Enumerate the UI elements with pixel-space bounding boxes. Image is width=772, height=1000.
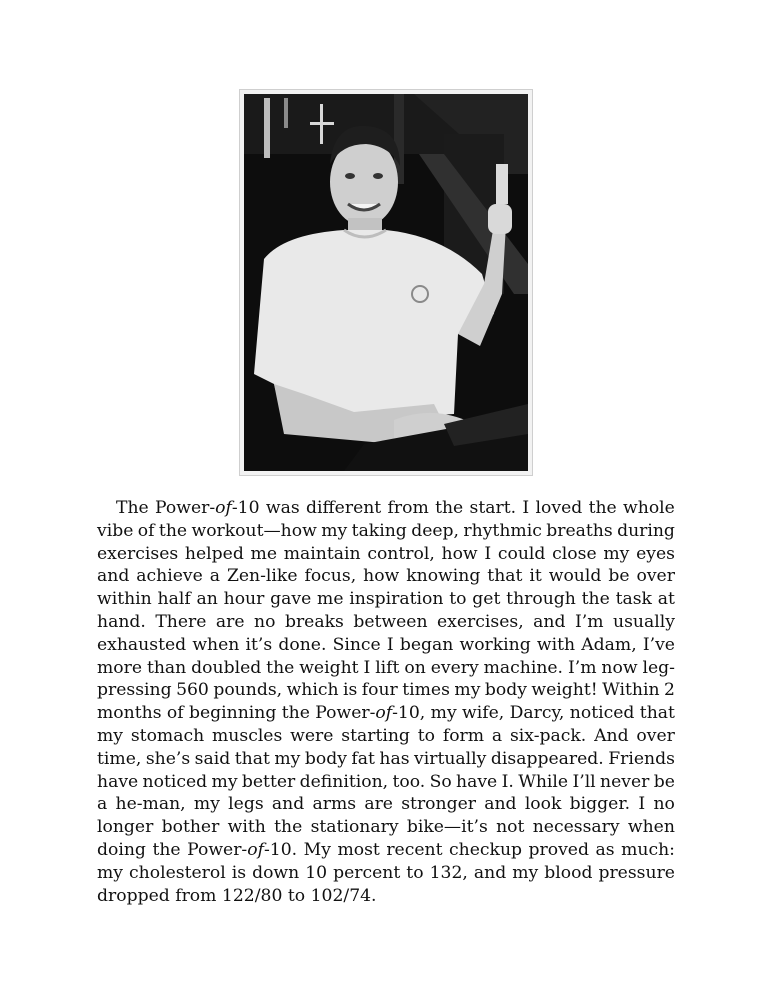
photo [240, 90, 532, 475]
paragraph-line-7: exhausted when it’s done. Since I began working with Adam, I’ve [97, 634, 675, 655]
paragraph-line-2: vibe of the workout—how my taking deep, rhythmic breaths during [97, 520, 675, 541]
paragraph-line-13: have noticed my better definition, too. So have I. While I’ll never be [97, 771, 675, 792]
paragraph-line-1: The Power-of-10 was different from the start. I loved the whole [116, 498, 675, 518]
man-at-gym-photo [244, 94, 528, 471]
paragraph-line-9: pressing 560 pounds, which is four times my body weight! Within 2 [97, 680, 675, 701]
paragraph-line-6: hand. There are no breaks between exercises, and I’m usually [97, 611, 675, 632]
paragraph-line-11: my stomach muscles were starting to form a six-pack. And over [97, 725, 675, 746]
paragraph-line-10: months of beginning the Power-of-10, my wife, Darcy, noticed that [97, 703, 675, 724]
paragraph-line-5: within half an hour gave me inspiration to get through the task at [97, 589, 675, 610]
paragraph-line-15: longer bother with the stationary bike—it’s not necessary when [97, 817, 675, 838]
paragraph-line-12: time, she’s said that my body fat has virtually disappeared. Friends [97, 748, 675, 769]
paragraph-line-8: more than doubled the weight I lift on every machine. I’m now leg- [97, 657, 675, 678]
paragraph-line-14: a he-man, my legs and arms are stronger and look bigger. I no [97, 794, 675, 815]
paragraph-line-3: exercises helped me maintain control, how I could close my eyes [97, 543, 675, 564]
paragraph-line-16: doing the Power-of-10. My most recent checkup proved as much: [97, 839, 675, 860]
paragraph-line-17: my cholesterol is down 10 percent to 132, and my blood pressure [97, 862, 675, 883]
paragraph-line-18: dropped from 122/80 to 102/74. [97, 885, 377, 906]
paragraph-line-4: and achieve a Zen-like focus, how knowing that it would be over [97, 566, 675, 587]
body-paragraph [97, 497, 675, 907]
